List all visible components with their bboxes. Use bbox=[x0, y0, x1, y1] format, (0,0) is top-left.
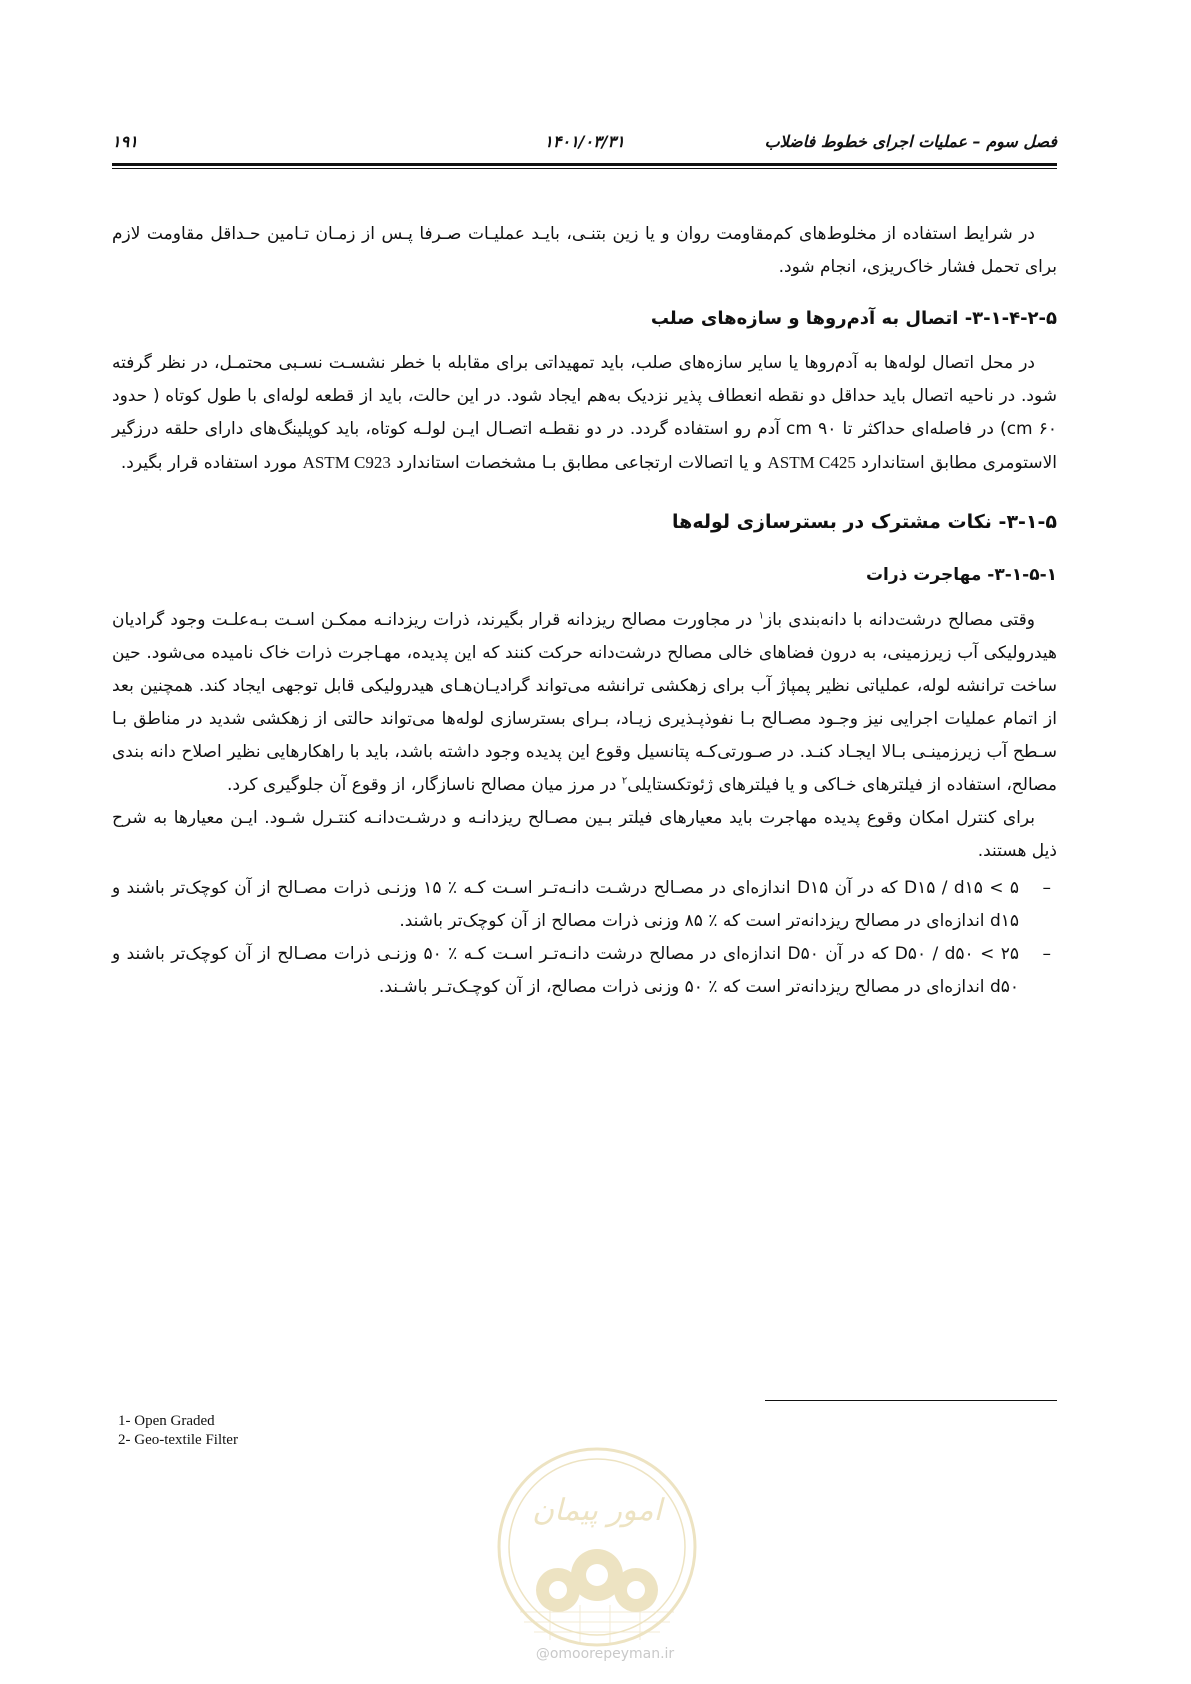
filter-criteria-list bbox=[112, 872, 1057, 1004]
section-heading-bedding: ۳-۱-۵- نکات مشترک در بسترسازی لوله‌ها bbox=[672, 511, 1057, 533]
manhole-connection-paragraph bbox=[112, 347, 1057, 480]
page-number: ۱۹۱ bbox=[112, 132, 138, 151]
particle-migration-paragraph bbox=[112, 604, 1057, 802]
standard-reference: ASTM C923 bbox=[302, 453, 391, 472]
header-date: ۱۴۰۱/۰۳/۳۱ bbox=[544, 132, 625, 151]
paragraph-text: مورد استفاده قرار بگیرد. bbox=[120, 453, 303, 473]
header-rule-thin bbox=[112, 168, 1057, 169]
list-item bbox=[112, 938, 1057, 1004]
bullet-dash: – bbox=[1042, 878, 1051, 898]
page-header bbox=[112, 124, 1057, 156]
filter-criteria-paragraph: برای کنترل امکان وقوع پدیده مهاجرت باید معیارهای فیلتر بـین مصـالح ریزدانـه و درشـت‌دانـه کنتـرل شـود. ایـن معیارها به شرح ذیل هستند. bbox=[112, 808, 1057, 861]
chapter-title: فصل سوم – عملیات اجرای خطوط فاضلاب bbox=[764, 132, 1057, 151]
list-item-text: D۵۰ / d۵۰ < ۲۵ که در آن D۵۰ اندازه‌ای در مصالح درشت دانـه‌تـر اسـت کـه ٪ ۵۰ وزنـی ذرات مصـالح از آن کوچک‌تر باشند و d۵۰ اندازه‌ای در مصالح ریزدانه‌تر است که ٪ ۵۰ وزنی ذرات مصالح، از آن کوچـک‌تـر باشـند. bbox=[112, 944, 1019, 997]
watermark-url: @omoorepeyman.ir bbox=[535, 1646, 675, 1662]
body-text bbox=[112, 218, 1057, 1004]
paragraph-text: و یا اتصالات ارتجاعی مطابق بـا مشخصات استاندارد bbox=[390, 453, 768, 473]
footnote-separator bbox=[765, 1400, 1057, 1401]
list-item bbox=[112, 872, 1057, 938]
paragraph-text: در محل اتصال لوله‌ها به آدم‌روها یا سایر سازه‌های صلب، باید تمهیداتی برای مقابله با خطر نشسـت نسـبی محتمـل، در نظر گرفته شود. در ناحیه اتصال باید حداقل دو نقطه انعطاف پذیر نزدیک به‌هم ایجاد شود. در این حالت، باید از قطعه لوله‌ای با طول کوتاه ( حدود ۶۰ cm) در فاصله‌ای حداکثر تا ۹۰ cm آدم رو استفاده گردد. در دو نقطـه اتصـال ایـن لولـه کوتاه، باید کوپلینگ‌های دارای حلقه درزگیر الاستومری مطابق استاندارد bbox=[112, 353, 1058, 473]
standard-reference: ASTM C425 bbox=[767, 453, 856, 472]
footnote-1: 1- Open Graded bbox=[118, 1413, 215, 1429]
footnote-marker: ۱ bbox=[758, 610, 764, 622]
paragraph-text: در مجاورت مصالح ریزدانه قرار بگیرند، ذرات ریزدانـه ممکـن اسـت بـه‌علـت وجود گرادیان هیدرولیکی آب زیرزمینی، به درون فضاهای خالی مصالح درشت‌دانه حرکت کنند که این پدیده، مهـاجرت ذرات خاک نامیده می‌شود. حین ساخت ترانشه لوله، عملیاتی نظیر پمپاژ آب برای زهکشی ترانشه می‌تواند گرادیـان‌هـای هیدرولیکی قابل توجهی ایجاد کند. همچنین بعد از اتمام عملیات اجرایی نیز وجـود مصـالح بـا نفوذپـذیری زیـاد، بـرای بسترسازی لوله‌ها می‌تواند حالتی از زهکشی شدید در مناطق بـا سـطح آب زیرزمینـی بـالا ایجـاد کنـد. در صـورتی‌کـه پتانسیل وقوع این پدیده وجود داشته باشد، باید با راهکارهایی نظیر اصلاح دانه بندی مصالح، استفاده از فیلترهای خـاکی و یا فیلترهای ژئوتکستایلی bbox=[112, 610, 1057, 795]
intro-paragraph: در شرایط استفاده از مخلوط‌های کم‌مقاومت روان و یا زین بتنـی، بایـد عملیـات صـرفا پـس از زمـان تـامین حـداقل مقاومت لازم برای تحمل فشار خاک‌ریزی، انجام شود. bbox=[112, 224, 1057, 277]
bullet-dash: – bbox=[1042, 944, 1051, 964]
footnotes bbox=[118, 1412, 238, 1450]
footnote-2: 2- Geo-textile Filter bbox=[118, 1432, 238, 1448]
section-heading-particle-migration: ۳-۱-۵-۱- مهاجرت ذرات bbox=[865, 565, 1057, 585]
paragraph-text: در مرز میان مصالح ناسازگار، از وقوع آن جلوگیری کرد. bbox=[227, 775, 622, 795]
header-rule bbox=[112, 163, 1057, 166]
watermark-text: امور پیمان bbox=[532, 1493, 662, 1528]
watermark-seal bbox=[490, 1440, 704, 1654]
paragraph-text: وقتی مصالح درشت‌دانه با دانه‌بندی باز bbox=[763, 610, 1035, 630]
section-heading-manhole-connection: ۳-۱-۴-۲-۵- اتصال به آدم‌روها و سازه‌های صلب bbox=[650, 308, 1057, 329]
list-item-text: D۱۵ / d۱۵ < ۵ که در آن D۱۵ اندازه‌ای در مصـالح درشـت دانـه‌تـر اسـت کـه ٪ ۱۵ وزنـی ذرات مصـالح از آن کوچک‌تر باشند و d۱۵ اندازه‌ای در مصالح ریزدانه‌تر است که ٪ ۸۵ وزنی ذرات مصالح از آن کوچک‌تر باشند. bbox=[112, 878, 1020, 931]
footnote-marker: ۲ bbox=[621, 775, 628, 787]
